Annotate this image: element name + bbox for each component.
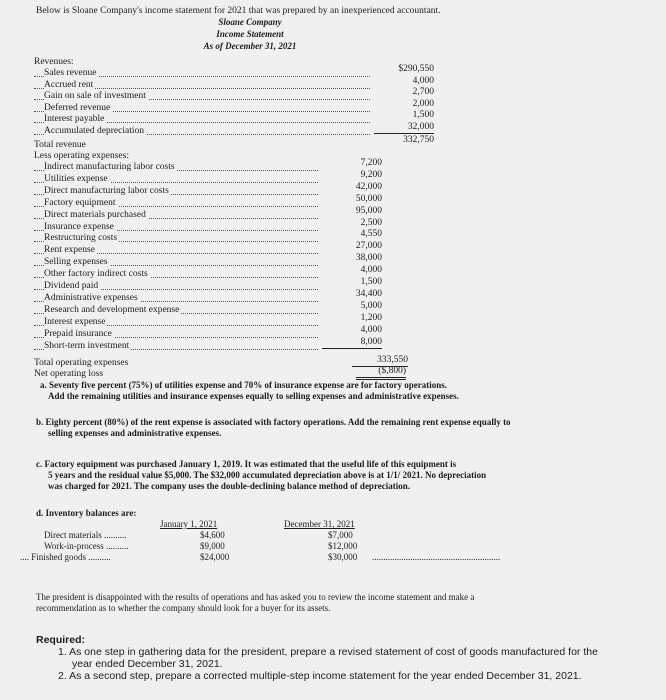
expense-item-row <box>34 245 474 256</box>
required-item1-line2: year ended December 31, 2021. <box>72 658 223 670</box>
note-b-line2: selling expenses and administrative expenses. <box>48 428 222 438</box>
expense-item-label: Restructuring costs <box>44 233 118 244</box>
expense-item-row <box>34 222 474 233</box>
inventory-dec-value: $30,000 <box>328 552 358 562</box>
revenue-item-label: Accumulated depreciation <box>44 125 144 136</box>
expense-item-row <box>34 210 474 221</box>
expense-item-row <box>34 233 474 244</box>
required-item1-line1: 1. As one step in gathering data for the president, prepare a revised statement of cost of goods manufactured for the <box>58 646 598 658</box>
expense-item-value: 42,000 <box>355 181 382 192</box>
total-expenses-value: 333,550 <box>352 355 408 367</box>
revenue-item-label: Accrued rent <box>44 79 94 90</box>
expense-item-value: 8,000 <box>322 337 382 349</box>
expense-item-value: 4,550 <box>360 229 382 240</box>
expense-item-row <box>34 341 474 352</box>
expense-item-label: Factory equipment <box>44 197 116 208</box>
expense-item-row <box>34 186 474 197</box>
expense-item-row <box>34 198 474 209</box>
required-title: Required: <box>36 634 86 646</box>
expense-item-value: 5,000 <box>360 300 382 311</box>
company-name: Sloane Company <box>218 17 282 27</box>
expense-item-value: 7,200 <box>360 158 382 168</box>
president-line2: recommendation as to whether the company should look for a buyer for its assets. <box>36 603 331 613</box>
expense-item-value: 50,000 <box>355 193 382 204</box>
expense-item-label: Dividend paid <box>44 281 99 291</box>
note-d: d. Inventory balances are: <box>36 508 137 518</box>
expense-item-label: Rent expense <box>44 245 95 256</box>
expense-item-label: Research and development expense <box>44 304 180 315</box>
expense-item-row <box>34 174 474 185</box>
revenue-item-value: 4,000 <box>412 75 434 86</box>
president-line1: The president is disappointed with the results of operations and has asked you to review the income statement and make a <box>36 592 475 602</box>
expenses-label: Less operating expenses: <box>34 151 129 161</box>
expense-item-row <box>34 305 474 316</box>
inventory-col-jan: January 1, 2021 <box>160 519 218 529</box>
revenue-item-value: 2,000 <box>412 98 434 109</box>
total-revenue-row: Total revenue <box>34 140 86 150</box>
net-loss-value: ($,800) <box>356 366 406 380</box>
inventory-row-label: .... Finished goods .......... <box>20 552 111 562</box>
total-expenses-row: Total operating expenses <box>34 358 129 368</box>
revenue-item-value: $290,550 <box>398 64 434 74</box>
revenue-item-label: Interest payable <box>44 114 105 124</box>
note-c-line1: c. Factory equipment was purchased January 1, 2019. It was estimated that the useful life of this equipment is <box>36 459 457 469</box>
revenue-item-value: 32,000 <box>374 122 434 134</box>
expense-item-row <box>34 281 474 292</box>
note-c-line3: was charged for 2021. The company uses the double-declining balance method of depreciation. <box>48 481 411 491</box>
inventory-dec-value: $7,000 <box>328 530 353 540</box>
expense-item-label: Insurance expense <box>44 221 114 232</box>
expense-item-label: Utilities expense <box>44 173 108 184</box>
expense-item-value: 9,200 <box>360 169 382 180</box>
revenues-label: Revenues: <box>34 57 74 67</box>
statement-name: Income Statement <box>216 29 284 39</box>
expense-item-value: 4,000 <box>360 265 382 276</box>
revenue-item-label: Gain on sale of investment <box>44 91 146 101</box>
expense-item-label: Short-term investment <box>44 340 130 351</box>
revenue-item-value: 2,700 <box>412 87 434 97</box>
expense-item-row <box>34 162 474 173</box>
note-b-line1: b. Eighty percent (80%) of the rent expense is associated with factory operations. Add the remaining rent expense equally to <box>36 417 511 427</box>
expense-item-value: 1,500 <box>360 277 382 287</box>
intro-text: Below is Sloane Company's income statement for 2021 that was prepared by an inexperienced accountant. <box>36 6 441 16</box>
inventory-row-label: Direct materials .......... <box>44 530 127 540</box>
revenue-item-value: 1,500 <box>412 110 434 120</box>
note-c-line2: 5 years and the residual value $5,000. The $32,000 accumulated depreciation above is at 1/1/ 2021. No depreciation <box>48 470 487 480</box>
expense-item-label: Interest expense <box>44 316 106 327</box>
required-item2: 2. As a second step, prepare a corrected multiple-step income statement for the year ended December 31, 2021. <box>58 670 582 682</box>
total-revenue-value: 332,750 <box>403 135 434 145</box>
expense-item-row <box>34 329 474 340</box>
expense-item-label: Prepaid insurance <box>44 328 112 339</box>
revenue-item-label: Sales revenue <box>44 68 97 78</box>
inventory-row-label: Work-in-process .......... <box>44 541 129 551</box>
expense-item-value: 2,500 <box>360 217 382 228</box>
expense-item-value: 95,000 <box>355 205 382 216</box>
expense-item-label: Administrative expenses <box>44 292 138 303</box>
expense-item-value: 34,400 <box>355 288 382 299</box>
dot-leader: ......................................................... <box>372 552 501 562</box>
expense-item-label: Indirect manufacturing labor costs <box>44 162 175 172</box>
note-a-line2: Add the remaining utilities and insurance expenses equally to selling expenses and administrative expenses. <box>48 391 459 401</box>
expense-item-label: Other factory indirect costs <box>44 269 148 280</box>
expense-item-row <box>34 269 474 280</box>
expense-item-value: 27,000 <box>355 241 382 252</box>
inventory-jan-value: $24,000 <box>200 552 230 562</box>
inventory-jan-value: $9,000 <box>200 541 225 551</box>
expense-item-label: Direct materials purchased <box>44 209 146 220</box>
revenue-item-label: Deferred revenue <box>44 102 111 113</box>
inventory-dec-value: $12,000 <box>328 541 358 551</box>
expense-item-value: 38,000 <box>355 253 382 264</box>
statement-date: As of December 31, 2021 <box>203 41 297 51</box>
inventory-col-dec: December 31, 2021 <box>284 519 355 529</box>
net-loss-row: Net operating loss <box>34 369 104 379</box>
note-a-line1: a. Seventy five percent (75%) of utilities expense and 70% of insurance expense are for factory operations. <box>40 380 447 390</box>
expense-item-value: 4,000 <box>360 324 382 335</box>
expense-item-value: 1,200 <box>360 312 382 323</box>
expense-item-row <box>34 293 474 304</box>
expense-item-label: Selling expenses <box>44 257 108 268</box>
expense-item-row <box>34 317 474 328</box>
expense-item-label: Direct manufacturing labor costs <box>44 185 169 196</box>
expense-item-row <box>34 257 474 268</box>
inventory-jan-value: $4,600 <box>200 530 225 540</box>
